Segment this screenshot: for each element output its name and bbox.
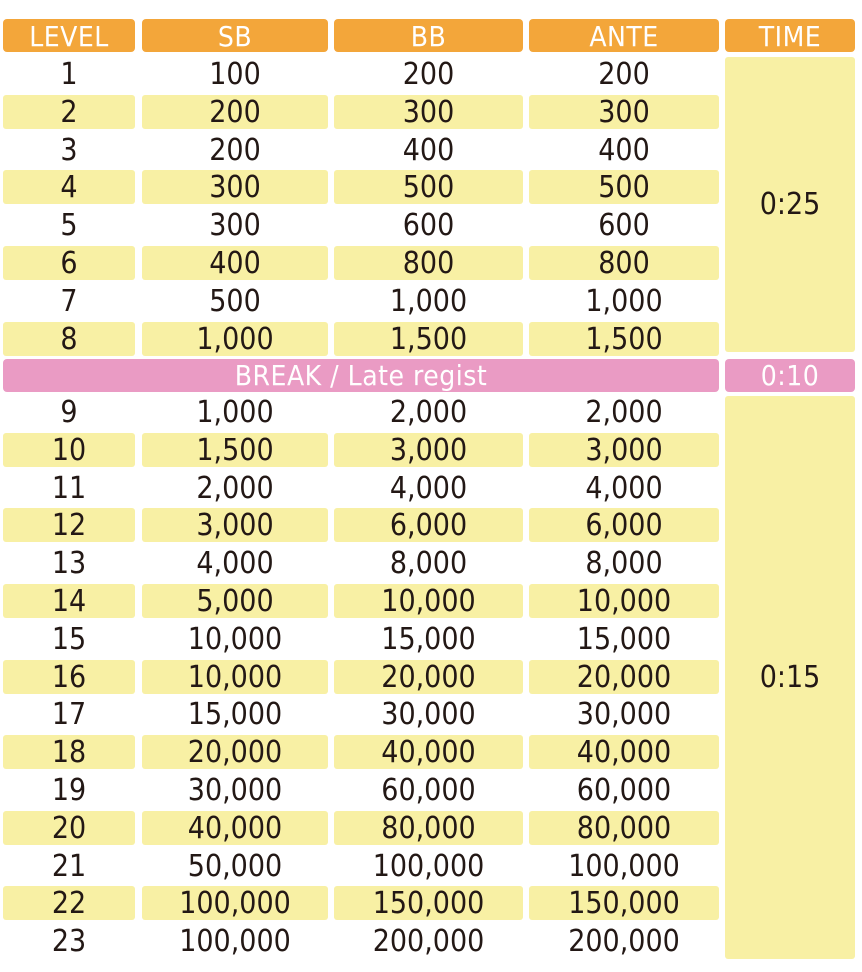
cell-ante: 1,500 xyxy=(529,322,719,356)
cell-level: 22 xyxy=(3,886,135,920)
cell-level: 5 xyxy=(60,208,78,243)
header-bb: BB xyxy=(334,19,523,52)
cell-ante: 20,000 xyxy=(529,660,719,694)
cell-level: 16 xyxy=(3,660,135,694)
cell-ante: 6,000 xyxy=(529,508,719,542)
cell-bb: 200,000 xyxy=(372,924,485,959)
cell-level: 13 xyxy=(51,546,87,581)
cell-sb: 15,000 xyxy=(187,697,283,732)
cell-level: 15 xyxy=(51,622,87,657)
time-second-value: 0:15 xyxy=(759,660,821,695)
cell-sb: 400 xyxy=(142,246,328,280)
cell-sb: 200 xyxy=(209,133,261,168)
cell-sb: 200 xyxy=(142,95,328,129)
cell-sb: 100,000 xyxy=(142,886,328,920)
cell-ante: 2,000 xyxy=(585,395,663,430)
cell-sb: 30,000 xyxy=(187,773,283,808)
cell-sb: 2,000 xyxy=(196,471,274,506)
time-block-second xyxy=(725,396,855,959)
break-label: BREAK / Late regist xyxy=(3,359,719,392)
cell-ante: 80,000 xyxy=(529,811,719,845)
cell-level: 21 xyxy=(51,849,87,884)
cell-ante: 800 xyxy=(529,246,719,280)
cell-level: 12 xyxy=(3,508,135,542)
cell-sb: 1,000 xyxy=(142,322,328,356)
cell-bb: 15,000 xyxy=(381,622,476,657)
cell-level: 17 xyxy=(51,697,87,732)
cell-bb: 100,000 xyxy=(372,849,485,884)
cell-ante: 8,000 xyxy=(585,546,663,581)
cell-sb: 4,000 xyxy=(196,546,274,581)
cell-bb: 60,000 xyxy=(381,773,476,808)
header-ante: ANTE xyxy=(529,19,719,52)
cell-level: 18 xyxy=(3,735,135,769)
cell-level: 1 xyxy=(60,57,78,92)
cell-level: 9 xyxy=(60,395,78,430)
cell-sb: 500 xyxy=(209,284,261,319)
cell-ante: 10,000 xyxy=(529,584,719,618)
cell-bb: 80,000 xyxy=(334,811,523,845)
cell-bb: 2,000 xyxy=(389,395,468,430)
cell-sb: 300 xyxy=(142,170,328,204)
cell-ante: 1,000 xyxy=(585,284,663,319)
cell-ante: 60,000 xyxy=(576,773,672,808)
cell-sb: 1,500 xyxy=(142,433,328,467)
cell-sb: 100 xyxy=(209,57,261,92)
cell-ante: 300 xyxy=(529,95,719,129)
cell-sb: 300 xyxy=(209,208,261,243)
cell-bb: 8,000 xyxy=(389,546,468,581)
cell-bb: 4,000 xyxy=(389,471,468,506)
cell-bb: 1,500 xyxy=(334,322,523,356)
cell-level: 2 xyxy=(3,95,135,129)
cell-sb: 10,000 xyxy=(142,660,328,694)
cell-level: 6 xyxy=(3,246,135,280)
cell-level: 19 xyxy=(51,773,87,808)
cell-bb: 500 xyxy=(334,170,523,204)
time-block-first xyxy=(725,57,855,352)
cell-ante: 15,000 xyxy=(576,622,672,657)
break-time: 0:10 xyxy=(725,359,855,392)
cell-bb: 6,000 xyxy=(334,508,523,542)
cell-bb: 30,000 xyxy=(381,697,476,732)
cell-level: 20 xyxy=(3,811,135,845)
cell-sb: 20,000 xyxy=(142,735,328,769)
cell-ante: 40,000 xyxy=(529,735,719,769)
cell-bb: 3,000 xyxy=(334,433,523,467)
cell-level: 8 xyxy=(3,322,135,356)
cell-bb: 40,000 xyxy=(334,735,523,769)
cell-bb: 10,000 xyxy=(334,584,523,618)
header-time: TIME xyxy=(725,19,855,52)
cell-bb: 600 xyxy=(402,208,455,243)
cell-level: 7 xyxy=(60,284,78,319)
cell-sb: 5,000 xyxy=(142,584,328,618)
cell-sb: 50,000 xyxy=(187,849,283,884)
cell-sb: 40,000 xyxy=(142,811,328,845)
cell-ante: 600 xyxy=(598,208,650,243)
time-first-value: 0:25 xyxy=(759,187,821,222)
cell-ante: 3,000 xyxy=(529,433,719,467)
cell-bb: 800 xyxy=(334,246,523,280)
cell-ante: 100,000 xyxy=(568,849,680,884)
cell-sb: 1,000 xyxy=(196,395,274,430)
cell-bb: 400 xyxy=(402,133,455,168)
cell-bb: 200 xyxy=(402,57,455,92)
cell-sb: 10,000 xyxy=(187,622,283,657)
cell-ante: 4,000 xyxy=(585,471,663,506)
cell-ante: 150,000 xyxy=(529,886,719,920)
cell-sb: 100,000 xyxy=(179,924,291,959)
cell-level: 23 xyxy=(51,924,87,959)
header-sb: SB xyxy=(142,19,328,52)
cell-level: 11 xyxy=(51,471,87,506)
cell-ante: 30,000 xyxy=(576,697,672,732)
cell-bb: 300 xyxy=(334,95,523,129)
cell-level: 10 xyxy=(3,433,135,467)
header-level: LEVEL xyxy=(3,19,135,52)
cell-level: 4 xyxy=(3,170,135,204)
cell-level: 3 xyxy=(60,133,78,168)
cell-bb: 150,000 xyxy=(334,886,523,920)
cell-bb: 1,000 xyxy=(389,284,468,319)
cell-ante: 200 xyxy=(598,57,650,92)
cell-sb: 3,000 xyxy=(142,508,328,542)
cell-level: 14 xyxy=(3,584,135,618)
cell-ante: 500 xyxy=(529,170,719,204)
cell-ante: 400 xyxy=(598,133,650,168)
cell-bb: 20,000 xyxy=(334,660,523,694)
cell-ante: 200,000 xyxy=(568,924,680,959)
